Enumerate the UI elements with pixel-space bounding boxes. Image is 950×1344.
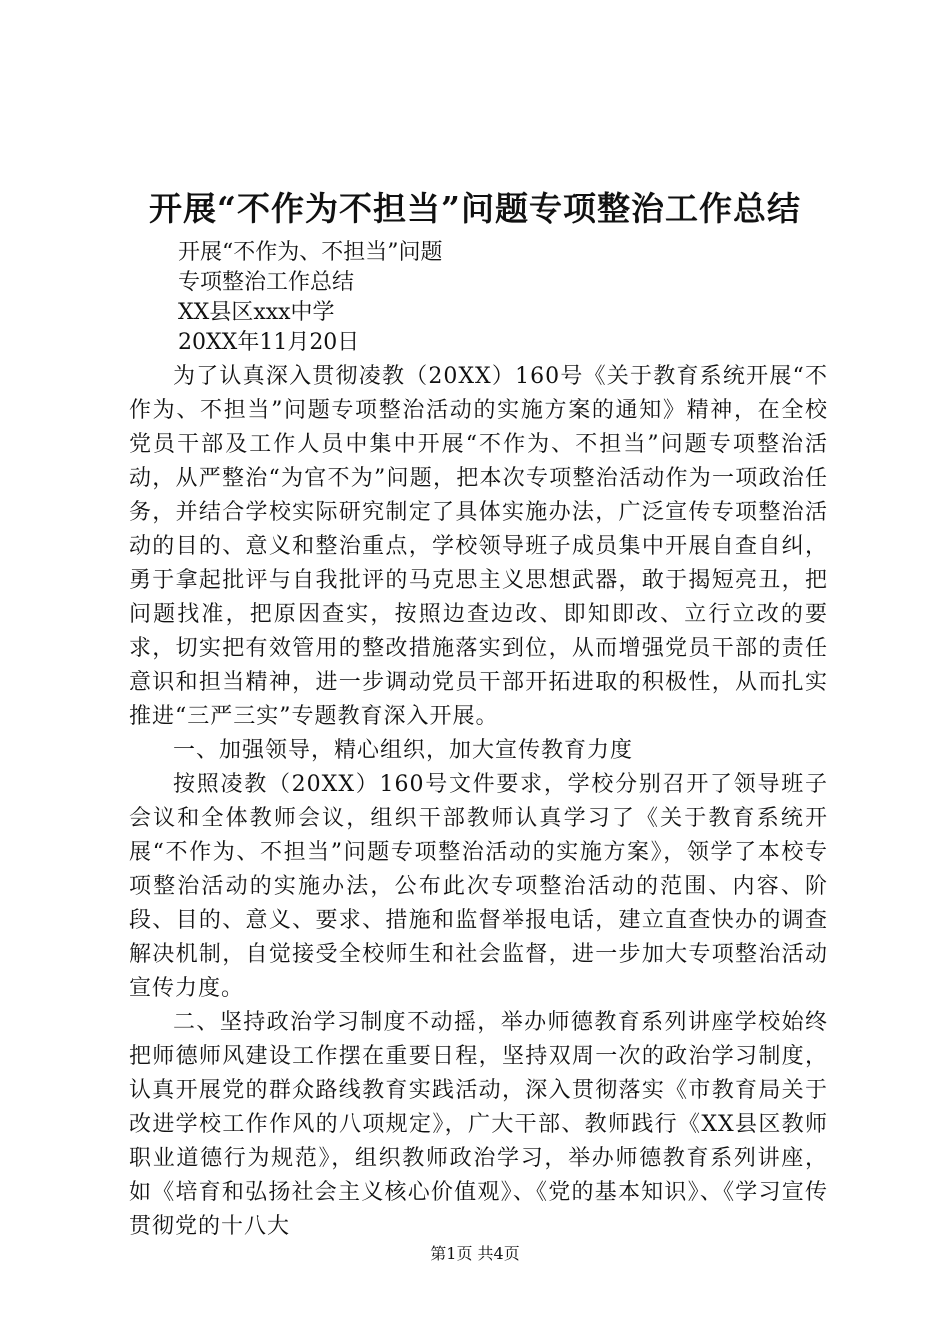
paragraph: 按照凌教（20XX）160号文件要求，学校分别召开了领导班子会议和全体教师会议，组织干部教师认真学习了《关于教育系统开展“不作为、不担当”问题专项整治活动的实施方案》，领学了本校专项整治活动的实施办法，公布此次专项整治活动的范围、内容、阶段、目的、意义、要求、措施和监督举报电话，建立直查快办的调查解决机制，自觉接受全校师生和社会监督，进一步加大专项整治活动宣传力度。 (129, 772, 828, 1001)
meta-line: 开展“不作为、不担当”问题 (178, 240, 443, 265)
section-heading: 一、加强领导，精心组织，加大宣传教育力度 (173, 738, 634, 763)
meta-line: 专项整治工作总结 (178, 270, 355, 295)
page-footer: 第1页 共4页 (430, 1244, 520, 1263)
paragraph: 为了认真深入贯彻凌教（20XX）160号《关于教育系统开展“不作为、不担当”问题专项整治活动的实施方案的通知》精神，在全校党员干部及工作人员中集中开展“不作为、不担当”问题专项整治活动，从严整治“为官不为”问题，把本次专项整治活动作为一项政治任务，并结合学校实际研究制定了具体实施办法，广泛宣传专项整治活动的目的、意义和整治重点，学校领导班子成员集中开展自查自纠，勇于拿起批评与自我批评的马克思主义思想武器，敢于揭短亮丑，把问题找准，把原因查实，按照边查边改、即知即改、立行立改的要求，切实把有效管用的整改措施落实到位，从而增强党员干部的责任意识和担当精神，进一步调动党员干部开拓进取的积极性，从而扎实推进“三严三实”专题教育深入开展。 (129, 364, 828, 729)
document-body (129, 360, 828, 1244)
document-meta (178, 238, 443, 358)
meta-line: XX县区xxx中学 (178, 300, 335, 325)
meta-line: 20XX年11月20日 (178, 330, 360, 355)
paragraph: 二、坚持政治学习制度不动摇，举办师德教育系列讲座学校始终把师德师风建设工作摆在重要日程，坚持双周一次的政治学习制度，认真开展党的群众路线教育实践活动，深入贯彻落实《市教育局关于改进学校工作作风的八项规定》，广大干部、教师践行《XX县区教师职业道德行为规范》，组织教师政治学习，举办师德教育系列讲座，如《培育和弘扬社会主义核心价值观》、《党的基本知识》、《学习宣传贯彻党的十八大 (129, 1010, 828, 1239)
document-title: 开展“不作为不担当”问题专项整治工作总结 (149, 189, 801, 228)
